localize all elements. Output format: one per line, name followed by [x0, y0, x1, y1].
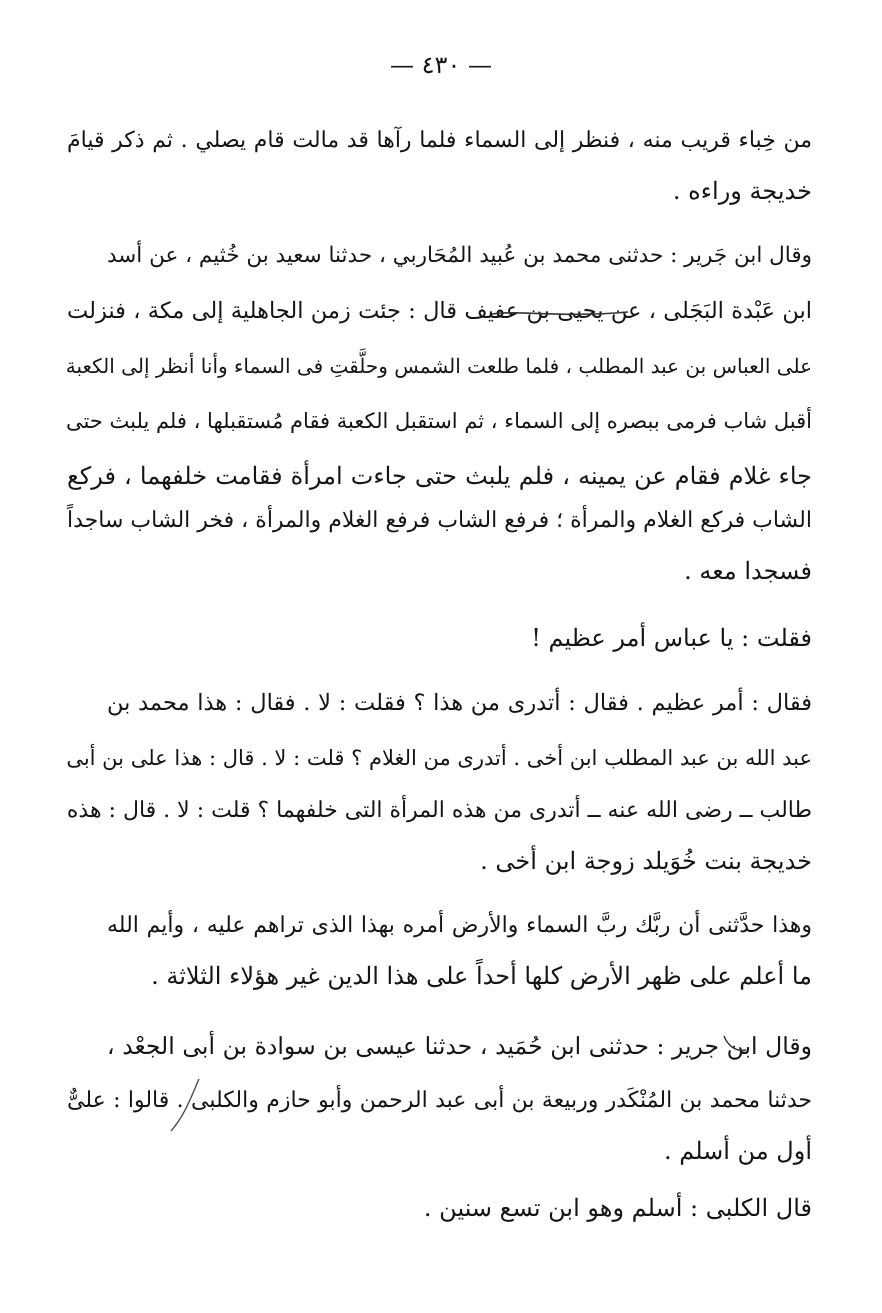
text-line: أول من أسلم .	[663, 1137, 812, 1165]
text-line: ما أعلم على ظهر الأرض كلها أحداً على هذا الدين غير هؤلاء الثلاثة .	[151, 962, 812, 990]
text-line: فقال : أمر عظيم . فقال : أتدرى من هذا ؟ فقلت : لا . فقال : هذا محمد بن	[107, 690, 812, 716]
text-line: وقال ابن جَرير : حدثنى محمد بن عُبيد المُحَاربي ، حدثنا سعيد بن خُثيم ، عن أسد	[107, 243, 812, 268]
text-line: وهذا حدَّثنى أن ربَّك ربَّ السماء والأرض أمره بهذا الذى تراهم عليه ، وأيم الله	[107, 913, 812, 938]
text-line: على العباس بن عبد المطلب ، فلما طلعت الشمس وحلَّقتِ فى السماء وأنا أنظر إلى الكعبة	[65, 354, 812, 378]
pencil-tick-mark	[720, 1030, 750, 1056]
text-line: الشاب فركع الغلام والمرأة ؛ فرفع الشاب فرفع الغلام والمرأة ، فخر الشاب ساجداً	[67, 508, 812, 533]
text-line: عبد الله بن عبد المطلب ابن أخى . أتدرى من الغلام ؟ قلت : لا . قال : هذا على بن أبى	[66, 746, 812, 770]
text-line: ابن عَبْدة البَجَلى ، عن يحيى بن عفيف قال : جئت زمن الجاهلية إلى مكة ، فنزلت	[67, 298, 812, 324]
text-line: قال الكلبى : أسلم وهو ابن تسع سنين .	[423, 1194, 812, 1222]
text-line: فسجدا معه .	[684, 557, 812, 585]
text-line: وقال ابن جرير : حدثنى ابن حُمَيد ، حدثنا عيسى بن سوادة بن أبى الجعْد ،	[107, 1032, 812, 1060]
text-line: حدثنا محمد بن المُنْكَدر وربيعة بن أبى عبد الرحمن وأبو حازم والكلبى . قالوا : علىٌّ	[67, 1088, 812, 1113]
pencil-slash-mark	[165, 1075, 205, 1135]
text-line: من خِباء قريب منه ، فنظر إلى السماء فلما رآها قد مالت قام يصلي . ثم ذكر قيامَ	[67, 128, 812, 153]
text-line: خديجة بنت خُوَيلد زوجة ابن أخى .	[480, 847, 812, 875]
pencil-underline-mark	[490, 300, 630, 320]
text-line: جاء غلام فقام عن يمينه ، فلم يلبث حتى جاءت امرأة فقامت خلفهما ، فركع	[67, 462, 812, 490]
text-line: خديجة وراءه .	[672, 177, 812, 205]
text-line: طالب ــ رضى الله عنه ــ أتدرى من هذه المرأة التى خلفهما ؟ قلت : لا . قال : هذه	[66, 798, 812, 823]
text-line: فقلت : يا عباس أمر عظيم !	[531, 624, 812, 652]
page-number: — ٤٣٠ —	[390, 51, 492, 79]
text-line: أقبل شاب فرمى ببصره إلى السماء ، ثم استقبل الكعبة فقام مُستقبلها ، فلم يلبث حتى	[66, 409, 812, 433]
